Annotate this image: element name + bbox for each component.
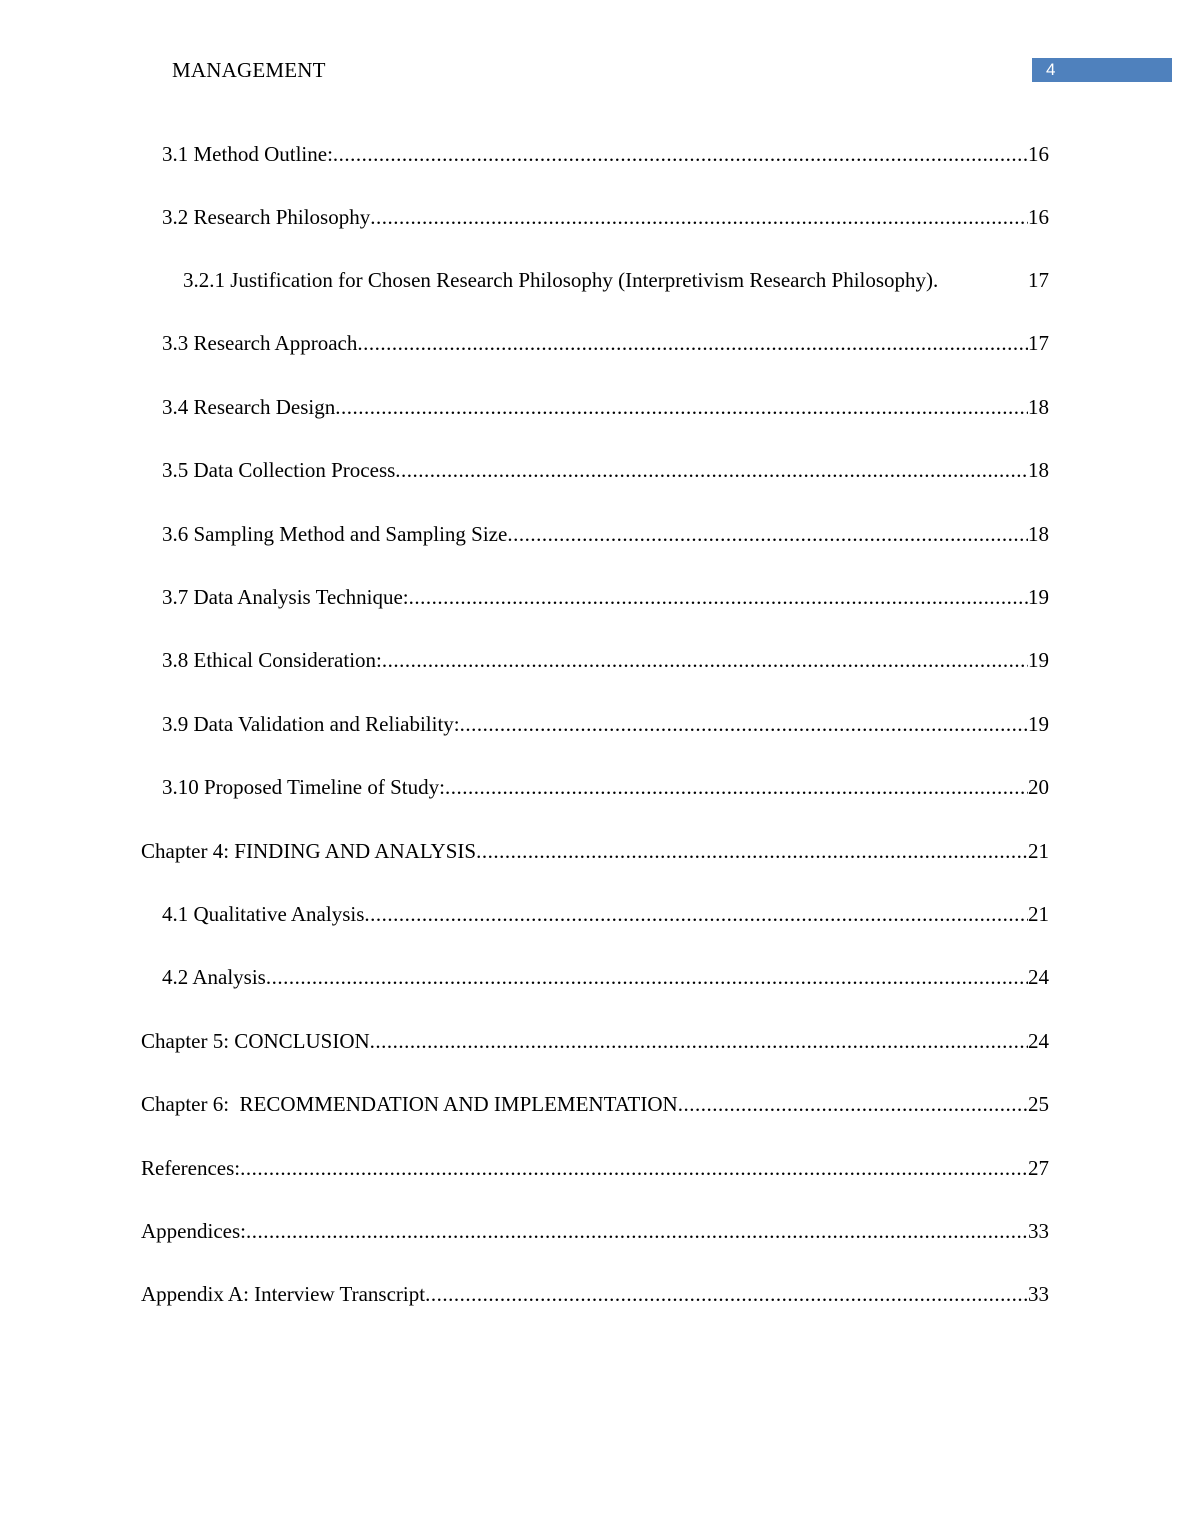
- toc-entry[interactable]: [162, 773, 1049, 801]
- toc-entry-page: 25: [1028, 1092, 1049, 1116]
- toc-dot-leader: [370, 203, 1028, 231]
- toc-entry-title: 3.2.1 Justification for Chosen Research Philosophy (Interpretivism Research Philosophy).: [183, 268, 939, 292]
- toc-entry[interactable]: [141, 1154, 1049, 1182]
- toc-entry-page: 33: [1028, 1282, 1049, 1306]
- toc-dot-leader: [382, 646, 1028, 674]
- toc-entry[interactable]: [141, 837, 1049, 865]
- toc-entry-title: Chapter 6: RECOMMENDATION AND IMPLEMENTATION: [141, 1092, 678, 1116]
- toc-entry[interactable]: [162, 456, 1049, 484]
- toc-entry-title: 4.1 Qualitative Analysis: [162, 902, 365, 926]
- toc-dot-leader: [266, 963, 1028, 991]
- toc-entry[interactable]: [162, 203, 1049, 231]
- running-header-title: MANAGEMENT: [172, 58, 326, 82]
- toc-entry[interactable]: [162, 393, 1049, 421]
- toc-entry-title: 3.6 Sampling Method and Sampling Size: [162, 522, 508, 546]
- toc-entry-page: 19: [1028, 712, 1049, 736]
- toc-entry-page: 17: [1028, 268, 1049, 292]
- toc-entry[interactable]: [162, 520, 1049, 548]
- toc-entry-page: 33: [1028, 1219, 1049, 1243]
- toc-entry[interactable]: [162, 900, 1049, 928]
- toc-entry[interactable]: [141, 1217, 1049, 1245]
- toc-entry-page: 21: [1028, 902, 1049, 926]
- toc-entry[interactable]: [162, 963, 1049, 991]
- toc-entry-title: 3.2 Research Philosophy: [162, 205, 371, 229]
- toc-entry[interactable]: [141, 1090, 1049, 1118]
- toc-entry-page: 21: [1028, 839, 1049, 863]
- toc-dot-leader: [357, 329, 1028, 357]
- toc-entry-title: 3.8 Ethical Consideration:: [162, 648, 382, 672]
- toc-entry-title: 3.10 Proposed Timeline of Study:: [162, 775, 445, 799]
- toc-entry-title: References:: [141, 1156, 241, 1180]
- toc-entry-page: 18: [1028, 395, 1049, 419]
- toc-entry-title: 3.4 Research Design: [162, 395, 336, 419]
- toc-entry-page: 18: [1028, 522, 1049, 546]
- toc-entry-title: Appendix A: Interview Transcript: [141, 1282, 426, 1306]
- toc-entry-title: 3.9 Data Validation and Reliability:: [162, 712, 460, 736]
- toc-dot-leader: [678, 1090, 1028, 1118]
- toc-entry-page: 19: [1028, 648, 1049, 672]
- toc-dot-leader: [240, 1154, 1028, 1182]
- toc-entry-page: 19: [1028, 585, 1049, 609]
- toc-entry[interactable]: [141, 1027, 1049, 1055]
- toc-dot-leader: [335, 393, 1028, 421]
- toc-entry[interactable]: [162, 710, 1049, 738]
- toc-dot-leader: [333, 140, 1028, 168]
- toc-entry-title: Chapter 4: FINDING AND ANALYSIS: [141, 839, 477, 863]
- toc-dot-leader: [425, 1280, 1028, 1308]
- toc-entry[interactable]: [162, 329, 1049, 357]
- toc-dot-leader: [445, 773, 1028, 801]
- toc-entry-title: 3.7 Data Analysis Technique:: [162, 585, 409, 609]
- page-number-badge: [1032, 58, 1172, 82]
- toc-entry-page: 24: [1028, 965, 1049, 989]
- toc-entry-title: 3.3 Research Approach: [162, 331, 358, 355]
- toc-entry[interactable]: [162, 646, 1049, 674]
- toc-entry-page: 16: [1028, 205, 1049, 229]
- toc-dot-leader: [460, 710, 1028, 738]
- toc-dot-leader: [507, 520, 1028, 548]
- toc-dot-leader: [476, 837, 1028, 865]
- toc-entry-title: 3.5 Data Collection Process: [162, 458, 396, 482]
- toc-entry-page: 27: [1028, 1156, 1049, 1180]
- toc-dot-leader: [395, 456, 1028, 484]
- toc-entry[interactable]: [141, 1280, 1049, 1308]
- toc-entry[interactable]: [162, 140, 1049, 168]
- toc-entry-title: Chapter 5: CONCLUSION: [141, 1029, 370, 1053]
- toc-entry-page: 20: [1028, 775, 1049, 799]
- toc-entry[interactable]: [162, 583, 1049, 611]
- toc-dot-leader: [409, 583, 1028, 611]
- toc-entry-page: 16: [1028, 142, 1049, 166]
- toc-entry-title: 4.2 Analysis: [162, 965, 266, 989]
- toc-entry-title: 3.1 Method Outline:: [162, 142, 333, 166]
- toc-entry-page: 17: [1028, 331, 1049, 355]
- toc-entry-title: Appendices:: [141, 1219, 246, 1243]
- toc-dot-leader: [370, 1027, 1028, 1055]
- toc-entry[interactable]: [183, 266, 1049, 294]
- toc-entry-page: 24: [1028, 1029, 1049, 1053]
- page-number: 4: [1046, 60, 1056, 79]
- toc-entry-page: 18: [1028, 458, 1049, 482]
- toc-dot-leader: [364, 900, 1028, 928]
- toc-dot-leader: [246, 1217, 1028, 1245]
